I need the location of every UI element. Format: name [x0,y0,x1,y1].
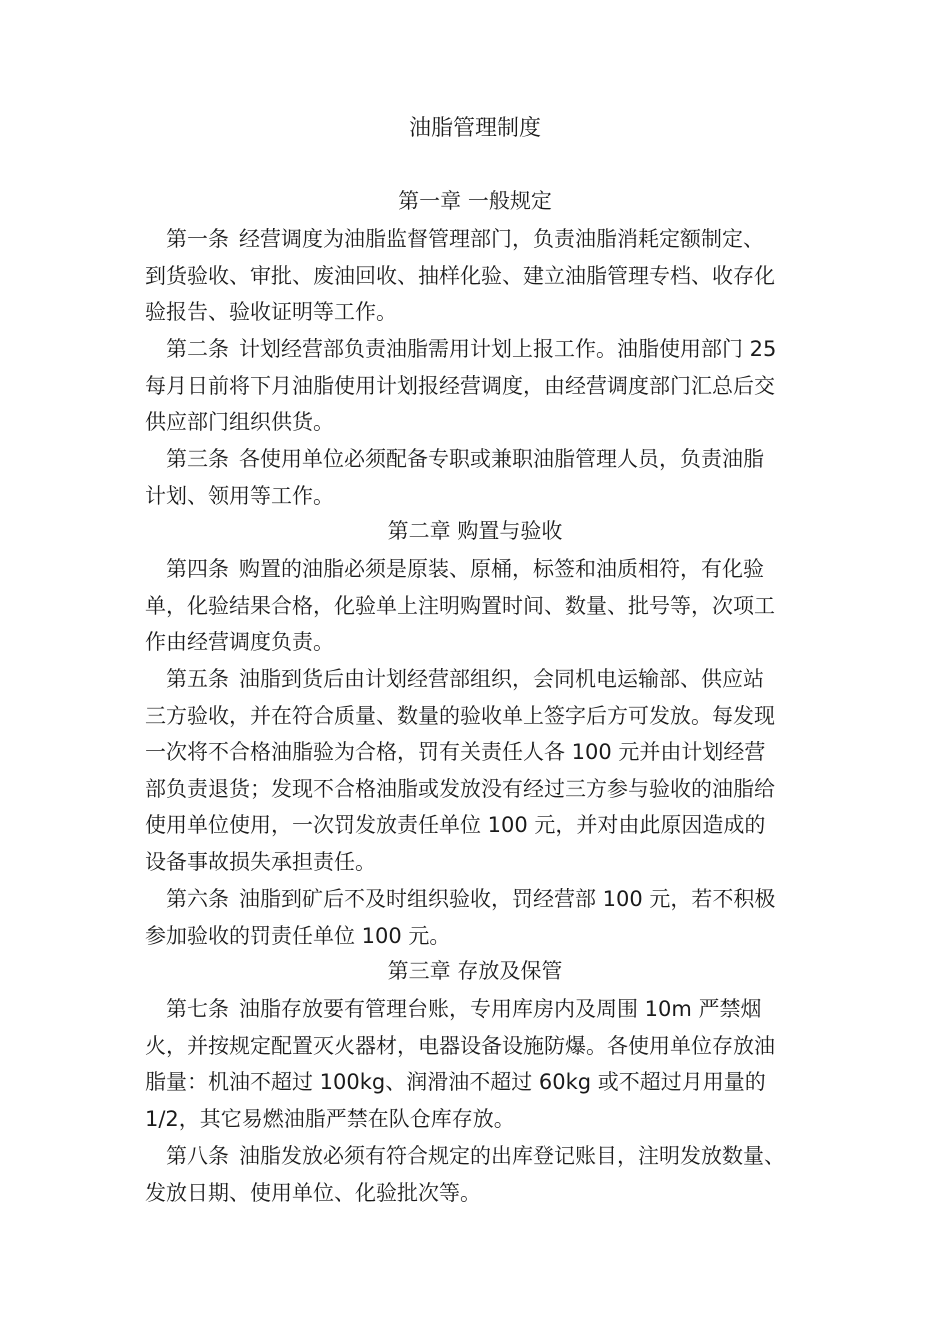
chapter-heading: 第一章 一般规定 [398,189,552,213]
article-2 [145,331,810,441]
article-text: 各使用单位必须配备专职或兼职油脂管理人员，负责油脂 [239,447,764,471]
article-line [145,441,810,478]
article-4 [145,551,810,661]
article-line: 一次将不合格油脂验为合格，罚有关责任人各 100 元并由计划经营 [145,740,766,765]
article-number: 第六条 [166,887,229,911]
article-line: 设备事故损失承担责任。 [145,849,376,874]
chapter-heading: 第三章 存放及保管 [387,959,563,983]
article-text: 油脂发放必须有符合规定的出库登记账目，注明发放数量、 [239,1144,785,1168]
article-line [145,221,810,258]
article-line [145,551,810,588]
article-line: 供应部门组织供货。 [145,410,334,435]
article-text: 经营调度为油脂监督管理部门，负责油脂消耗定额制定、 [239,227,764,251]
article-line: 参加验收的罚责任单位 100 元。 [145,923,451,948]
article-7 [145,991,810,1137]
article-number: 第四条 [166,557,229,581]
article-line: 发放日期、使用单位、化验批次等。 [145,1180,481,1205]
article-line: 火，并按规定配置灭火器材，电器设备设施防爆。各使用单位存放油 [145,1033,775,1058]
article-number: 第八条 [166,1144,229,1168]
article-line [145,661,810,698]
article-6 [145,881,810,954]
article-line: 使用单位使用，一次罚发放责任单位 100 元，并对由此原因造成的 [145,813,766,838]
document-title: 油脂管理制度 [408,116,541,141]
article-line: 部负责退货；发现不合格油脂或发放没有经过三方参与验收的油脂给 [145,776,775,801]
chapter-heading: 第二章 购置与验收 [387,519,563,543]
article-number: 第三条 [166,447,229,471]
article-5 [145,661,810,881]
article-text: 油脂到货后由计划经营部组织，会同机电运输部、供应站 [239,667,764,691]
article-line: 1/2，其它易燃油脂严禁在队仓库存放。 [145,1106,515,1131]
article-text: 油脂存放要有管理台账，专用库房内及周围 10m 严禁烟 [239,997,762,1021]
article-8 [145,1138,810,1211]
article-number: 第七条 [166,997,229,1021]
article-line: 计划、领用等工作。 [145,483,334,508]
article-line: 脂量：机油不超过 100kg、润滑油不超过 60kg 或不超过月用量的 [145,1070,766,1095]
article-line: 单，化验结果合格，化验单上注明购置时间、数量、批号等，次项工 [145,593,775,618]
article-line [145,991,810,1028]
article-text: 油脂到矿后不及时组织验收，罚经营部 100 元，若不积极 [239,887,776,911]
article-1 [145,221,810,331]
article-line: 作由经营调度负责。 [145,630,334,655]
article-number: 第二条 [166,337,229,361]
article-line [145,881,810,918]
article-line: 每月日前将下月油脂使用计划报经营调度，由经营调度部门汇总后交 [145,373,775,398]
article-line [145,331,810,368]
article-line: 三方验收，并在符合质量、数量的验收单上签字后方可发放。每发现 [145,703,775,728]
article-line: 到货验收、审批、废油回收、抽样化验、建立油脂管理专档、收存化 [145,263,775,288]
article-text: 购置的油脂必须是原装、原桶，标签和油质相符，有化验 [239,557,764,581]
article-line [145,1138,810,1175]
article-text: 计划经营部负责油脂需用计划上报工作。油脂使用部门 25 [239,337,777,361]
article-line: 验报告、验收证明等工作。 [145,300,397,325]
article-number: 第一条 [166,227,229,251]
article-3 [145,441,810,514]
article-number: 第五条 [166,667,229,691]
